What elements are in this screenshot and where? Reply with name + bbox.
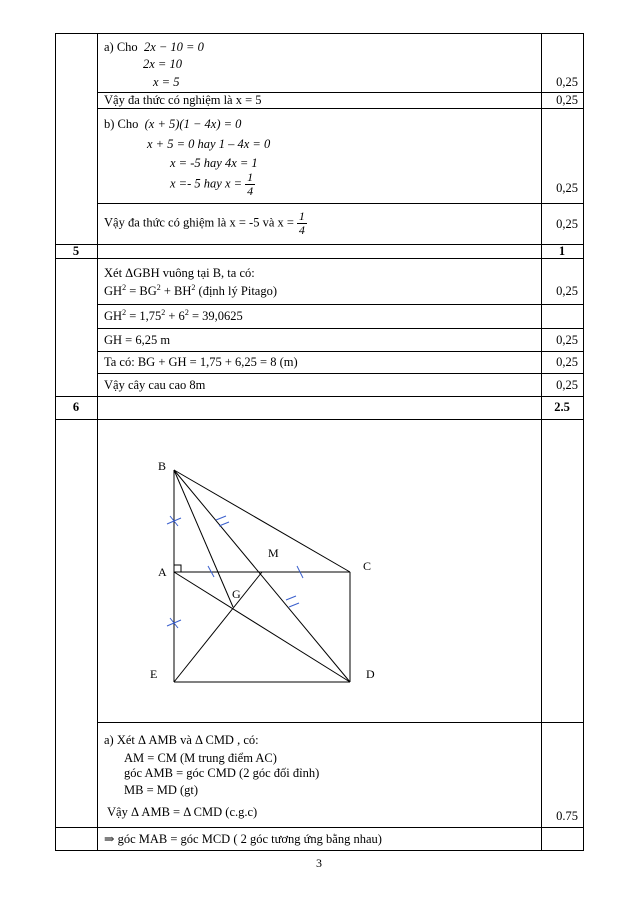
q6-number: 6 [72, 400, 80, 414]
label-A: A [158, 565, 167, 579]
table-col-divider-2 [541, 33, 542, 850]
q6a-line4: MB = MD (gt) [124, 783, 199, 797]
tick-mark [286, 596, 296, 600]
q4b-conclusion-score: 0,25 [556, 217, 578, 231]
row-divider [97, 351, 584, 352]
page-number: 3 [316, 856, 322, 870]
q5-row3: GH = 6,25 m [104, 333, 171, 347]
segment-AD [174, 572, 350, 682]
q6-last-row: ⇒ góc MAB = góc MCD ( 2 góc tương ứng bằng nhau) [104, 832, 382, 846]
q5-total: 1 [558, 244, 566, 258]
q6a-line3: góc AMB = góc CMD (2 góc đối đỉnh) [124, 766, 320, 780]
q5-row2: $GH^2 = 1,75^2 + 6^2 = 39,0625$ [104, 307, 243, 323]
label-E: E [150, 667, 158, 681]
label-G: G [232, 587, 241, 601]
q4b-line2: x + 5 = 0 hay 1 – 4x = 0 [147, 137, 271, 151]
segment-BC [174, 470, 350, 572]
q6a-line1: a) Xét Δ AMB và Δ CMD , có: [104, 733, 259, 747]
label-C: C [363, 559, 372, 573]
segment-BG [174, 470, 233, 607]
q4b-line4: x =- 5 hay x = $\frac{1}{4}$ [170, 170, 254, 198]
q4a-conclusion-score: 0,25 [556, 93, 578, 107]
geometry-figure [98, 420, 540, 720]
fraction: $\frac{1}{4}$ [298, 209, 305, 237]
row-divider [55, 244, 584, 245]
q4a-line3: x = 5 [153, 75, 180, 89]
q4a-line2: 2x = 10 [143, 57, 182, 71]
q4b-line3: x = -5 hay 4x = 1 [170, 156, 258, 170]
q4a-conclusion: Vậy đa thức có nghiệm là x = 5 [104, 93, 262, 107]
segment-BD [174, 470, 350, 682]
tick-mark [219, 522, 229, 526]
row-divider [97, 328, 584, 329]
row-divider [55, 396, 584, 397]
q5-row5-score: 0,25 [556, 378, 578, 392]
q4b-line1: b) Cho (x + 5)(1 − 4x) = 0 [104, 117, 242, 131]
q5-row5: Vậy cây cau cao 8m [104, 378, 206, 392]
tick-mark [216, 516, 226, 520]
q4b-conclusion: Vậy đa thức có ghiệm là x = -5 và x = $\frac{1}{4}$ [104, 209, 305, 237]
q5-row1-line1: Xét ΔGBH vuông tại B, ta có: [104, 266, 255, 280]
q5-row4: Ta có: BG + GH = 1,75 + 6,25 = 8 (m) [104, 355, 298, 369]
q6a-score: 0.75 [556, 809, 578, 823]
fraction: $\frac{1}{4}$ [247, 170, 254, 198]
q5-row1-line2: $GH^2 = BG^2 + BH^2$ (định lý Pitago) [104, 282, 277, 298]
segment-EM [174, 572, 262, 682]
row-divider [97, 203, 584, 204]
table-border-top [55, 33, 584, 34]
row-divider [55, 827, 584, 828]
q5-row4-score: 0,25 [556, 355, 578, 369]
q6a-line2: AM = CM (M trung điểm AC) [124, 751, 277, 765]
right-angle-mark [174, 565, 181, 572]
table-border-left [55, 33, 56, 850]
label-D: D [366, 667, 375, 681]
row-divider [97, 373, 584, 374]
row-divider [55, 258, 584, 259]
q4b-score: 0,25 [556, 181, 578, 195]
q4a-score: 0,25 [556, 75, 578, 89]
q6-total: 2.5 [554, 400, 570, 414]
label-B: B [158, 459, 167, 473]
table-border-right [583, 33, 584, 850]
q5-row3-score: 0,25 [556, 333, 578, 347]
row-divider [97, 108, 584, 109]
q4a-line1: a) Cho 2x − 10 = 0 [104, 40, 204, 54]
row-divider [97, 722, 584, 723]
row-divider [97, 304, 584, 305]
tick-mark [289, 603, 299, 607]
q5-row1-score: 0,25 [556, 284, 578, 298]
q6a-line5: Vậy Δ AMB = Δ CMD (c.g.c) [107, 805, 258, 819]
table-border-bottom [55, 850, 584, 851]
q5-number: 5 [72, 244, 80, 258]
label-M: M [268, 546, 279, 560]
